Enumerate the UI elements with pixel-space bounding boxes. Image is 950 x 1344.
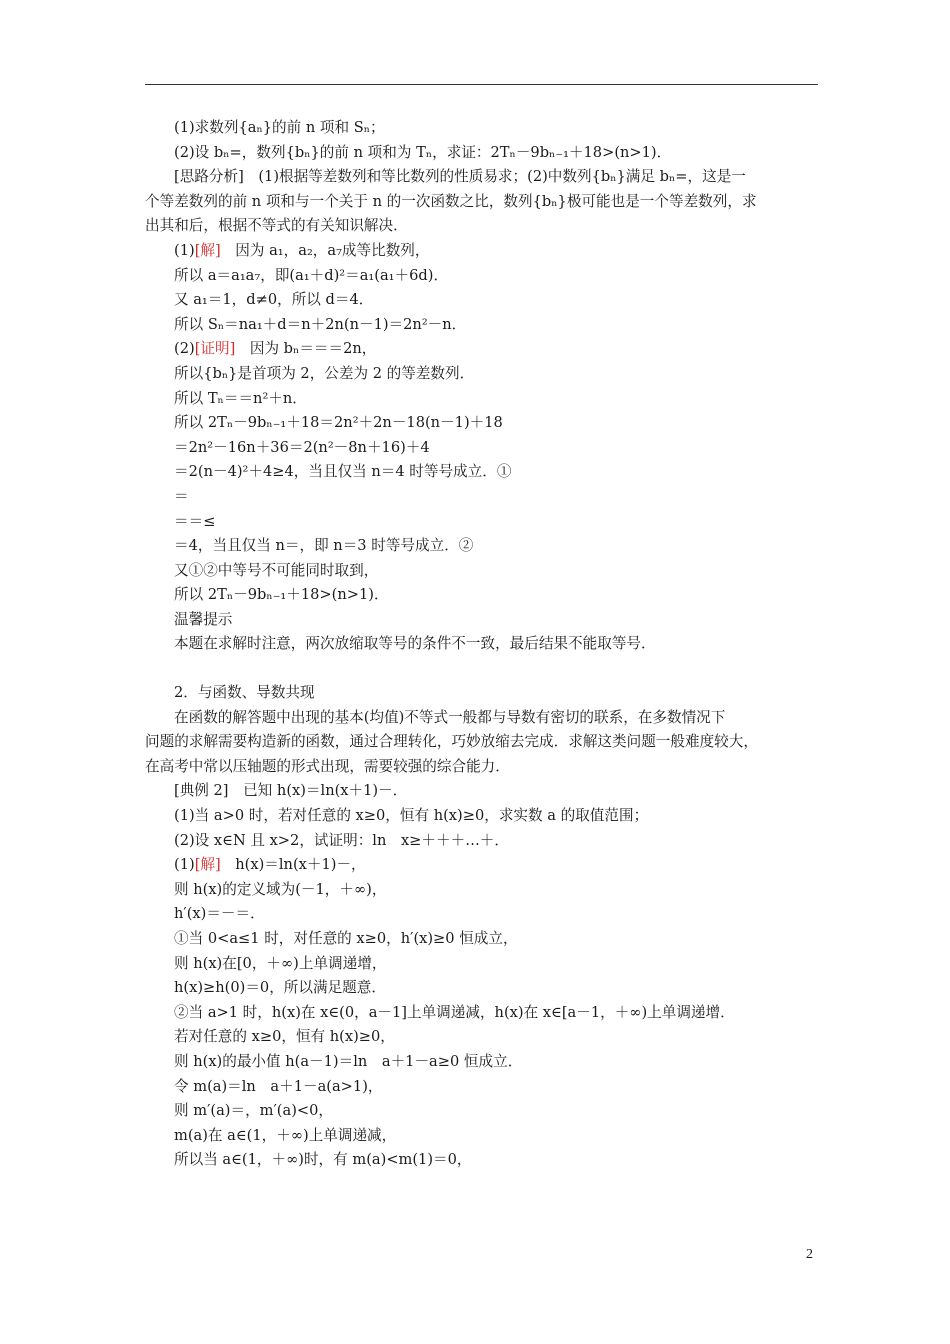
- part-label: (1): [174, 856, 195, 874]
- text-line: 令 m(a)＝ln a＋1－a(a>1)，: [174, 1077, 383, 1095]
- text-line: h′(x)＝－＝．: [174, 905, 265, 923]
- text-line: 又 a₁＝1，d≠0，所以 d＝4．: [174, 291, 374, 309]
- solution-part1-line: [145, 239, 825, 264]
- page-body: [145, 116, 825, 1173]
- section-heading: 2．与函数、导数共现: [174, 684, 315, 702]
- text-line: 所以 a＝a₁a₇，即(a₁＋d)²＝a₁(a₁＋6d)．: [174, 266, 449, 284]
- section-gap: [145, 657, 825, 681]
- text-line: 出其和后，根据不等式的有关知识解决．: [145, 217, 408, 235]
- proof-part2-line: [145, 337, 825, 362]
- proof-text: 因为 bₙ＝＝＝2n，: [235, 340, 377, 358]
- text-line: (1)当 a>0 时，若对任意的 x≥0，恒有 h(x)≥0，求实数 a 的取值范围；: [174, 807, 649, 825]
- text-line: ＝4，当且仅当 n＝，即 n＝3 时等号成立．②: [174, 537, 474, 555]
- example-line: [典例 2] 已知 h(x)＝ln(x＋1)－．: [174, 782, 408, 800]
- text-line: ＝2(n－4)²＋4≥4，当且仅当 n＝4 时等号成立．①: [174, 463, 512, 481]
- text-line: 在函数的解答题中出现的基本(均值)不等式一般都与导数有密切的联系，在多数情况下: [174, 708, 726, 726]
- text-line: 所以 2Tₙ－9bₙ₋₁＋18>(n>1)．: [174, 586, 389, 604]
- text-line: m(a)在 a∈(1，＋∞)上单调递减，: [174, 1126, 397, 1144]
- proof-tag: [证明]: [194, 340, 236, 358]
- solution-tag: [解]: [194, 856, 221, 874]
- text-line: 所以 Tₙ＝＝n²＋n．: [174, 389, 307, 407]
- text-line: 又①②中等号不可能同时取到，: [174, 561, 379, 579]
- text-line: h(x)≥h(0)＝0，所以满足题意．: [174, 979, 386, 997]
- text-line: 则 h(x)的最小值 h(a－1)＝ln a＋1－a≥0 恒成立．: [174, 1052, 523, 1070]
- text-line: (2)设 x∈N 且 x>2，试证明：ln x≥＋＋＋…＋．: [174, 831, 509, 849]
- solution-text: h(x)＝ln(x＋1)－，: [220, 856, 366, 874]
- tip-heading: 温馨提示: [174, 610, 233, 628]
- text-line: ①当 0<a≤1 时，对任意的 x≥0，h′(x)≥0 恒成立，: [174, 930, 518, 947]
- solution-line: [145, 853, 825, 878]
- part-label: (1): [174, 241, 195, 259]
- text-line: [思路分析] (1)根据等差数列和等比数列的性质易求；(2)中数列{bₙ}满足 bₙ=，这是一: [174, 168, 746, 186]
- text-line: 在高考中常以压轴题的形式出现，需要较强的综合能力．: [145, 757, 510, 775]
- page-number: 2: [806, 1247, 813, 1262]
- text-line: (1)求数列{aₙ}的前 n 项和 Sₙ；: [174, 119, 385, 136]
- text-line: 问题的求解需要构造新的函数，通过合理转化，巧妙放缩去完成．求解这类问题一般难度较大，: [145, 733, 758, 751]
- text-line: 则 h(x)的定义域为(－1，＋∞)，: [174, 880, 387, 898]
- text-line: 则 h(x)在[0，＋∞)上单调递增，: [174, 954, 387, 972]
- text-line: 则 m′(a)＝，m′(a)<0，: [174, 1102, 334, 1120]
- part-label: (2): [174, 340, 195, 358]
- solution-tag: [解]: [194, 241, 221, 259]
- text-line: 所以 Sₙ＝na₁＋d＝n＋2n(n－1)＝2n²－n．: [174, 315, 467, 333]
- solution-text: 因为 a₁，a₂，a₇成等比数列，: [220, 241, 430, 259]
- text-line: ＝2n²－16n＋36＝2(n²－8n＋16)＋4: [174, 438, 430, 456]
- header-rule: [145, 84, 818, 85]
- text-line: 所以{bₙ}是首项为 2，公差为 2 的等差数列．: [174, 364, 475, 382]
- text-line: ＝: [174, 487, 189, 505]
- text-line: 个等差数列的前 n 项和与一个关于 n 的一次函数之比，数列{bₙ}极可能也是一个等差数列，求: [145, 192, 757, 210]
- tip-text: 本题在求解时注意，两次放缩取等号的条件不一致，最后结果不能取等号．: [174, 635, 656, 653]
- text-line: ②当 a>1 时，h(x)在 x∈(0，a－1]上单调递减，h(x)在 x∈[a－1，＋∞)上单调递增．: [174, 1003, 735, 1021]
- text-line: (2)设 bₙ=，数列{bₙ}的前 n 项和为 Tₙ，求证：2Tₙ－9bₙ₋₁＋18>(n>1)．: [174, 143, 672, 161]
- text-line: 所以 2Tₙ－9bₙ₋₁＋18＝2n²＋2n－18(n－1)＋18: [174, 414, 503, 432]
- text-line: 若对任意的 x≥0，恒有 h(x)≥0，: [174, 1028, 395, 1046]
- text-line: 所以当 a∈(1，＋∞)时，有 m(a)<m(1)＝0，: [174, 1151, 472, 1169]
- text-line: ＝＝≤: [174, 512, 216, 530]
